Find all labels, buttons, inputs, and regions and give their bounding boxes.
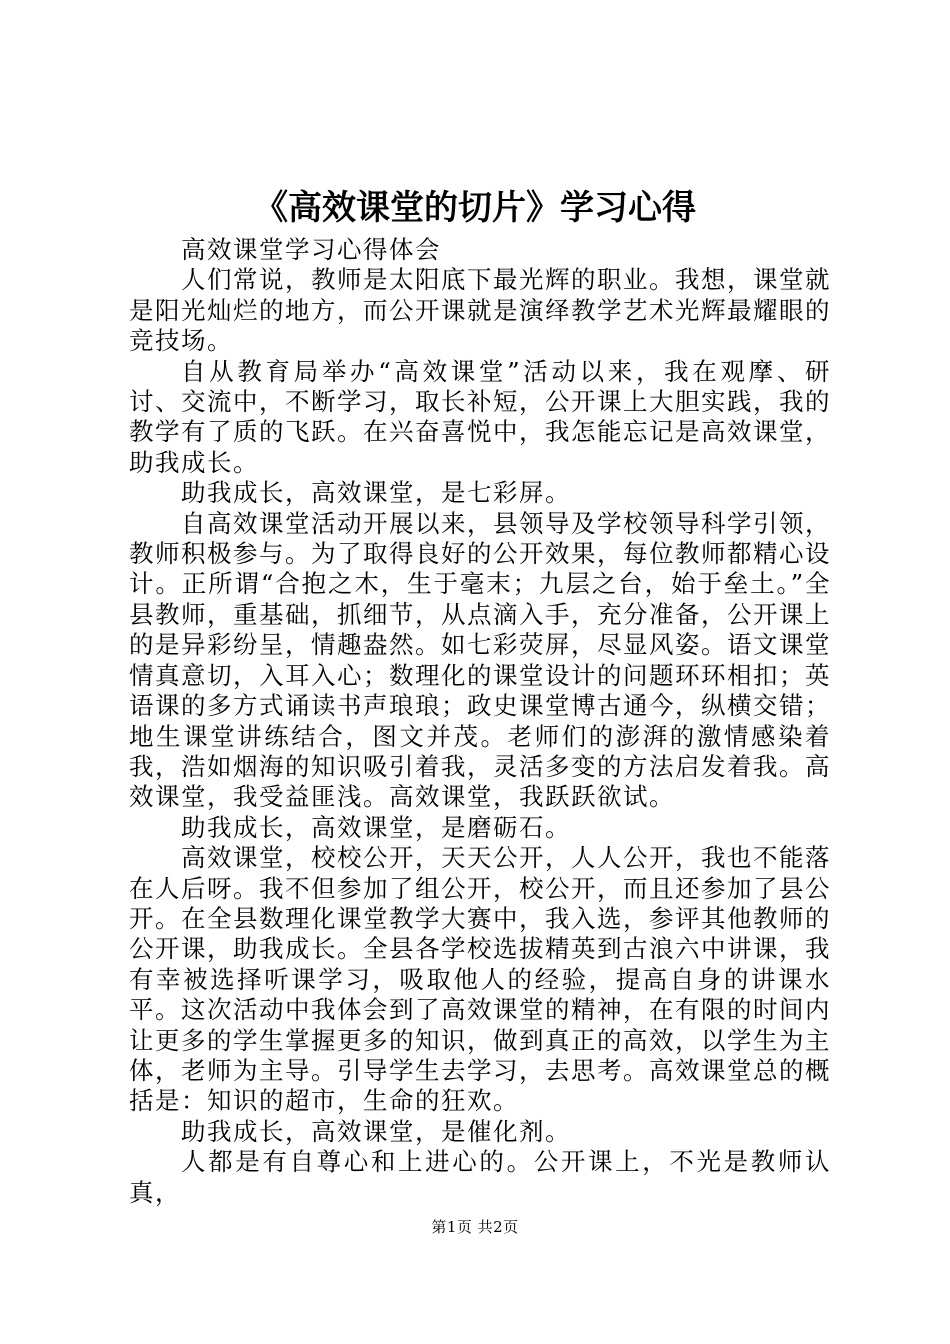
page-number-footer: 第1页 共2页 <box>431 1218 519 1236</box>
paragraph-subtitle: 高效课堂学习心得体会 <box>181 235 441 264</box>
paragraph: 自从教育局举办“高效课堂”活动以来，我在观摩、研讨、交流中，不断学习，取长补短，公开课上大胆实践，我的教学有了质的飞跃。在兴奋喜悦中，我怎能忘记是高效课堂，助我成长。 <box>129 356 831 477</box>
document-body <box>129 235 831 1208</box>
section-heading: 助我成长，高效课堂，是催化剂。 <box>181 1116 571 1146</box>
section-heading: 助我成长，高效课堂，是七彩屏。 <box>181 478 571 508</box>
document-title: 《高效课堂的切片》学习心得 <box>254 188 696 228</box>
paragraph: 人都是有自尊心和上进心的。公开课上，不光是教师认真， <box>129 1147 831 1207</box>
paragraph: 自高效课堂活动开展以来，县领导及学校领导科学引领，教师积极参与。为了取得良好的公开效果，每位教师都精心设计。正所谓“合抱之木，生于毫末；九层之台，始于垒土。”全县教师，重基础，抓细节，从点滴入手，充分准备，公开课上的是异彩纷呈，情趣盎然。如七彩荧屏，尽显风姿。语文课堂情真意切，入耳入心；数理化的课堂设计的问题环环相扣；英语课的多方式诵读书声琅琅；政史课堂博古通今，纵横交错；地生课堂讲练结合，图文并茂。老师们的澎湃的激情感染着我，浩如烟海的知识吸引着我，灵活多变的方法启发着我。高效课堂，我受益匪浅。高效课堂，我跃跃欲试。 <box>129 508 831 812</box>
section-heading: 助我成长，高效课堂，是磨砺石。 <box>181 812 571 842</box>
paragraph: 人们常说，教师是太阳底下最光辉的职业。我想，课堂就是阳光灿烂的地方，而公开课就是演绎教学艺术光辉最耀眼的竞技场。 <box>129 265 831 356</box>
paragraph: 高效课堂，校校公开，天天公开，人人公开，我也不能落在人后呀。我不但参加了组公开，校公开，而且还参加了县公开。在全县数理化课堂教学大赛中，我入选，参评其他教师的公开课，助我成长。全县各学校选拔精英到古浪六中讲课，我有幸被选择听课学习，吸取他人的经验，提高自身的讲课水平。这次活动中我体会到了高效课堂的精神，在有限的时间内让更多的学生掌握更多的知识，做到真正的高效，以学生为主体，老师为主导。引导学生去学习，去思考。高效课堂总的概括是：知识的超市，生命的狂欢。 <box>129 843 831 1116</box>
